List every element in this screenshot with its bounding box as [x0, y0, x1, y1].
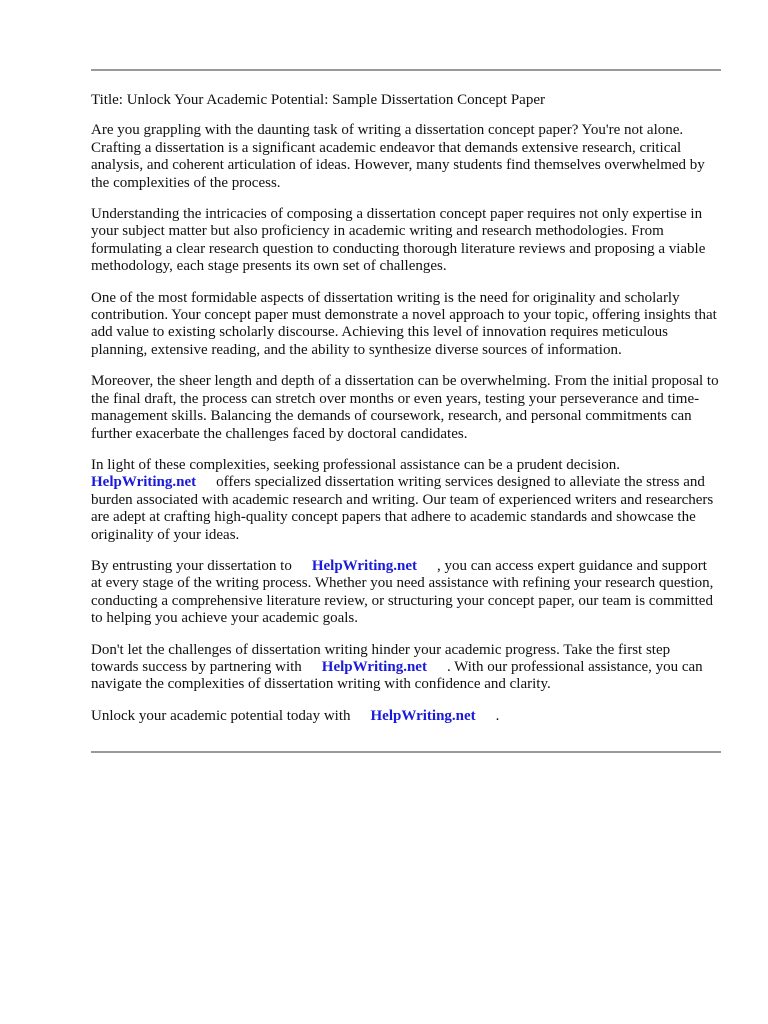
helpwriting-link-3[interactable]: HelpWriting.net [321, 658, 427, 675]
paragraph-7-text-end: . With our professional assistance, you can navigate the complexities of dissertation writing with confidence and clarity. [91, 658, 703, 693]
helpwriting-link-1[interactable]: HelpWriting.net [91, 474, 197, 491]
paragraph-1: Are you grappling with the daunting task of writing a dissertation concept paper? You're not alone. Crafting a dissertation is a significant academic endeavor that demands extensive research, critical analysis, and coherent articulation of ideas. However, many students find themselves overwhelmed by the complexities of the process. [91, 122, 705, 191]
paragraph-5 [91, 457, 721, 544]
paragraph-6-text-end: , you can access expert guidance and support at every stage of the writing process. Whether you need assistance with refining your research question, conducting a comprehensive literature review, or structuring your concept paper, our team is committed to helping you achieve your academic goals. [91, 557, 714, 627]
paragraph-7 [91, 642, 721, 694]
document-title: Title: Unlock Your Academic Potential: Sample Dissertation Concept Paper [91, 92, 545, 108]
paragraph-4: Moreover, the sheer length and depth of a dissertation can be overwhelming. From the initial proposal to the final draft, the process can stretch over months or even years, testing your perseverance and time-management skills. Balancing the demands of coursework, research, and personal commitments can further exacerbate the challenges faced by doctoral candidates. [91, 373, 719, 442]
paragraph-8-text-start: Unlock your academic potential today with [91, 707, 351, 724]
paragraph-8 [91, 708, 721, 725]
paragraph-7-text-start: Don't let the challenges of dissertation writing hinder your academic progress. Take the first step towards success by partnering with [91, 641, 671, 675]
paragraph-3: One of the most formidable aspects of dissertation writing is the need for originality and scholarly contribution. Your concept paper must demonstrate a novel approach to your topic, offering insights that add value to existing scholarly discourse. Achieving this level of innovation requires meticulous planning, extensive reading, and the ability to synthesize diverse sources of information. [91, 289, 717, 358]
top-divider [91, 69, 721, 71]
helpwriting-link-4[interactable]: HelpWriting.net [370, 707, 476, 724]
paragraph-5-text-start: In light of these complexities, seeking professional assistance can be a prudent decision. [91, 456, 621, 473]
paragraph-6-text-start: By entrusting your dissertation to [91, 557, 292, 574]
helpwriting-link-2[interactable]: HelpWriting.net [311, 557, 417, 574]
paragraph-8-text-end: . [495, 707, 500, 724]
paragraph-5-text-end: offers specialized dissertation writing services designed to alleviate the stress and burden associated with academic research and writing. Our team of experienced writers and researchers are adept at crafting high-quality concept papers that adhere to academic standards and showcase the originality of your ideas. [91, 474, 714, 543]
document-body [91, 92, 721, 739]
paragraph-6 [91, 558, 721, 628]
document-page [91, 0, 721, 1024]
paragraph-2: Understanding the intricacies of composing a dissertation concept paper requires not only expertise in your subject matter but also proficiency in academic writing and research methodologies. From formulating a clear research question to conducting thorough literature reviews and proposing a viable methodology, each stage presents its own set of challenges. [91, 206, 706, 275]
bottom-divider [91, 751, 721, 753]
